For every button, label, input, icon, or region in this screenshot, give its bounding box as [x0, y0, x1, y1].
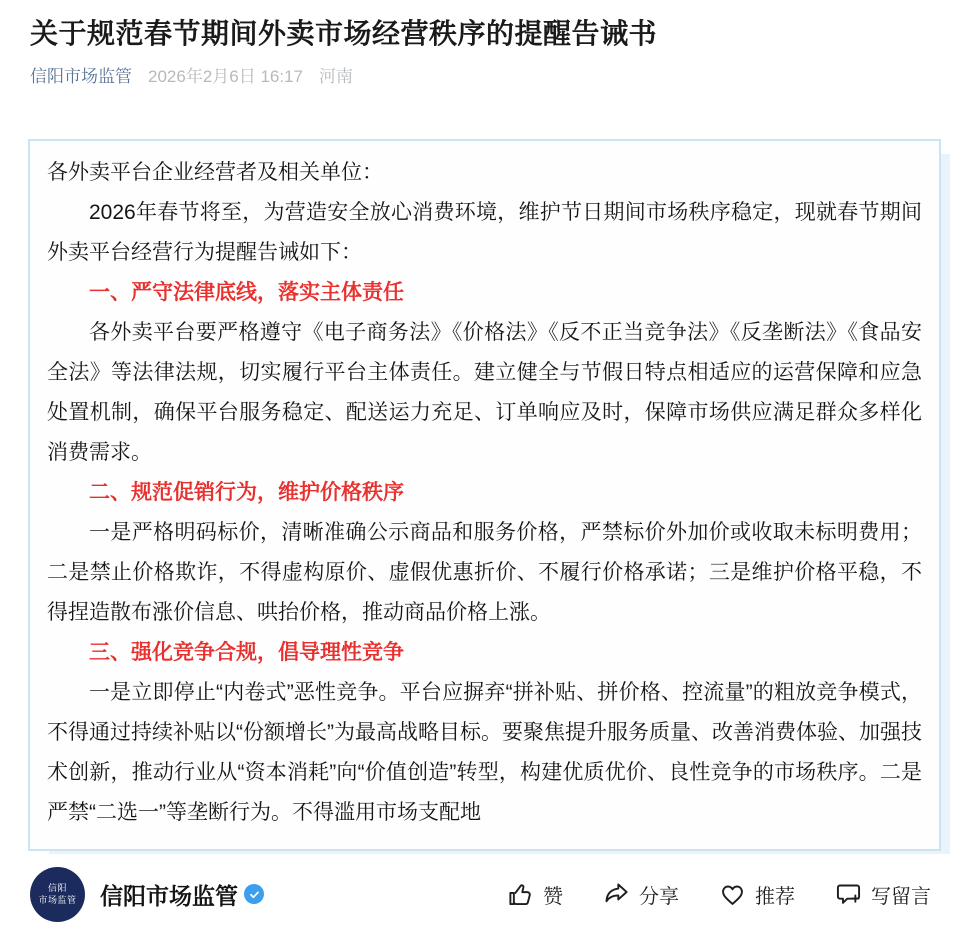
share-icon [603, 881, 630, 908]
section-1-body: 各外卖平台要严格遵守《电子商务法》《价格法》《反不正当竞争法》《反垄断法》《食品安全法》等法律法规，切实履行平台主体责任。建立健全与节假日特点相适应的运营保障和应急处置机制，确保平台服务稳定、配送运力充足、订单响应及时，保障市场供应满足群众多样化消费需求。 [47, 321, 922, 464]
comment-plus-icon [835, 881, 862, 908]
action-bar [507, 880, 931, 909]
account-name-link[interactable]: 信阳市场监管 [100, 882, 238, 909]
source-link[interactable]: 信阳市场监管 [30, 67, 132, 86]
section-2-body: 一是严格明码标价，清晰准确公示商品和服务价格，严禁标价外加价或收取未标明费用；二是禁止价格欺诈，不得虚构原价、虚假优惠折价、不履行价格承诺；三是维护价格平稳，不得捏造散布涨价信息、哄抬价格，推动商品价格上涨。 [47, 521, 922, 624]
intro-paragraph: 2026年春节将至，为营造安全放心消费环境，维护节日期间市场秩序稳定，现就春节期间外卖平台经营行为提醒告诫如下： [47, 201, 922, 264]
write-comment-button[interactable] [835, 880, 931, 909]
section-3-body: 一是立即停止“内卷式”恶性竞争。平台应摒弃“拼补贴、拼价格、控流量”的粗放竞争模式，不得通过持续补贴以“份额增长”为最高战略目标。要聚焦提升服务质量、改善消费体验、加强技术创新，推动行业从“资本消耗”向“价值创造”转型，构建优质优价、良性竞争的市场秩序。二是严禁“二选一”等垄断行为。不得滥用市场支配地 [47, 681, 922, 824]
verified-badge-icon [244, 884, 264, 904]
like-label: 赞 [543, 885, 563, 908]
avatar-text-line1: 信阳 [47, 882, 67, 893]
avatar[interactable] [30, 867, 85, 922]
publish-date: 2026年2月6日 16:17 [148, 67, 303, 86]
share-button[interactable] [603, 880, 679, 909]
byline [30, 68, 931, 85]
share-label: 分享 [639, 885, 679, 908]
heart-icon [719, 881, 746, 908]
write-comment-label: 写留言 [871, 885, 931, 908]
avatar-text-line2: 市场监管 [38, 895, 77, 905]
like-button[interactable] [507, 880, 563, 909]
section-3-heading: 三、强化竞争合规，倡导理性竞争 [89, 641, 404, 664]
thumbs-up-icon [507, 881, 534, 908]
recommend-button[interactable] [719, 880, 795, 909]
publish-location: 河南 [319, 67, 353, 86]
article-footer [0, 864, 961, 924]
notice-content-box [28, 139, 941, 851]
salutation: 各外卖平台企业经营者及相关单位： [47, 161, 383, 184]
recommend-label: 推荐 [755, 885, 795, 908]
page-title: 关于规范春节期间外卖市场经营秩序的提醒告诫书 [30, 18, 658, 49]
article-header [0, 0, 961, 85]
section-2-heading: 二、规范促销行为，维护价格秩序 [89, 481, 404, 504]
section-1-heading: 一、严守法律底线，落实主体责任 [89, 281, 404, 304]
